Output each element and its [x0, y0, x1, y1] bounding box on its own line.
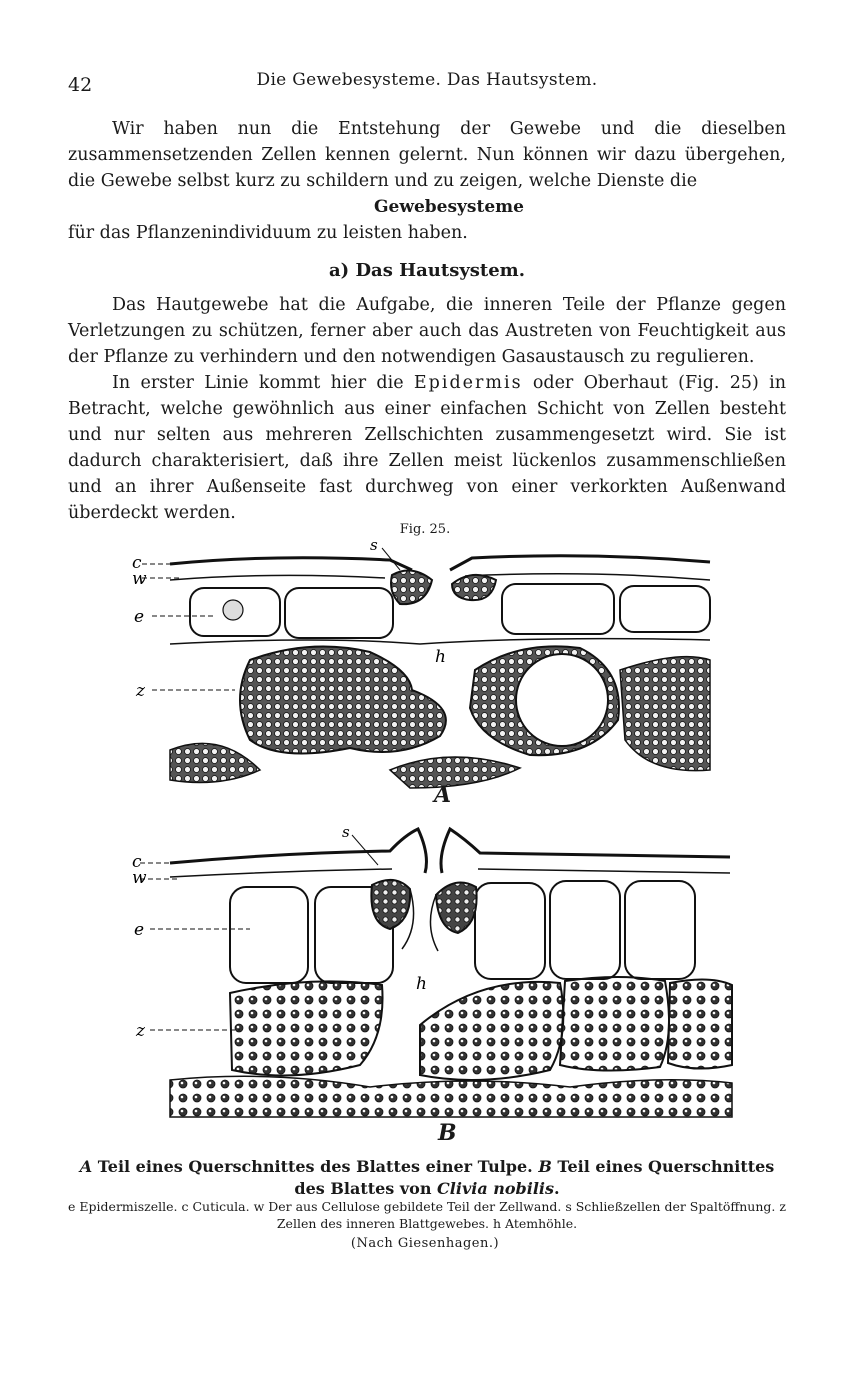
figure-b-label-w: w: [132, 868, 147, 888]
running-title: Die Gewebesysteme. Das Hautsystem.: [256, 70, 598, 90]
figure-b-label-c: c: [132, 852, 142, 872]
paragraph-3-start: In erster Linie kommt hier die: [112, 373, 414, 393]
figure-legend: e Epidermiszelle. c Cuticula. w Der aus Cellulose gebildete Teil der Zellwand. s Schließzellen der Spaltöffnung. z Zellen des inneren Blattgewebes. h Atemhöhle.: [68, 1199, 786, 1231]
paragraph-3-end: oder Oberhaut (Fig. 25) in Betracht, welche gewöhnlich aus einer einfachen Schicht von Zellen besteht und nur selten aus mehreren Zellschichten zusammengesetzt wird. Sie ist dadurch charakterisiert, daß ihre Zellen meist lückenlos zusammenschließen und an ihrer Außenseite fast durchweg von einer verkorkten Außenwand überdeckt werden.: [68, 373, 786, 523]
body-text: [68, 116, 786, 526]
caption-a-letter: A: [79, 1157, 93, 1176]
figure-panel-b: B: [438, 1120, 457, 1146]
page-number: 42: [68, 74, 93, 96]
figure-panel-a: A: [434, 782, 452, 808]
caption-end: .: [553, 1179, 560, 1198]
figure-b-label-z: z: [136, 1021, 145, 1041]
paragraph-1-continued: für das Pflanzenindividuum zu leisten haben.: [68, 223, 468, 243]
caption-b-text: Teil eines Querschnittes des Blattes von: [294, 1157, 775, 1198]
figure-b-drawing: [120, 825, 740, 1120]
figure-a-drawing: [120, 540, 720, 790]
figure-a-label-s: s: [370, 540, 378, 554]
figure-a-label-w: w: [132, 569, 147, 589]
figure-b-label-s: s: [342, 825, 350, 841]
figure-a-label-h: h: [435, 647, 446, 667]
figure-caption: [68, 1156, 786, 1200]
caption-a-text: Teil eines Querschnittes des Blattes einer Tulpe.: [92, 1157, 539, 1176]
caption-b-letter: B: [538, 1157, 552, 1176]
paragraph-3: [68, 370, 786, 526]
system-heading: Gewebesysteme: [374, 197, 524, 217]
section-heading: a) Das Hautsystem.: [329, 260, 525, 281]
page-header: [68, 70, 786, 96]
term-epidermis: Epidermis: [413, 373, 523, 393]
figure-a-label-c: c: [132, 553, 142, 573]
figure-b-label-e: e: [134, 920, 145, 940]
figure-a-label-e: e: [134, 607, 145, 627]
figure-label: Fig. 25.: [399, 522, 451, 537]
figure-a-label-z: z: [136, 681, 145, 701]
figure-b-label-h: h: [416, 974, 427, 994]
caption-species: Clivia nobilis: [437, 1179, 554, 1198]
figure-credit: (Nach Giesenhagen.): [350, 1236, 500, 1251]
paragraph-2: Das Hautgewebe hat die Aufgabe, die inneren Teile der Pflanze gegen Verletzungen zu schützen, ferner aber auch das Austreten von Feuchtigkeit aus der Pflanze zu verhindern und den notwendigen Gasaustausch zu regulieren.: [68, 295, 786, 367]
paragraph-1: Wir haben nun die Entstehung der Gewebe und die dieselben zusammensetzenden Zellen kennen gelernt. Nun können wir dazu übergehen, die Gewebe selbst kurz zu schildern und zu zeigen, welche Dienste die: [68, 119, 786, 191]
